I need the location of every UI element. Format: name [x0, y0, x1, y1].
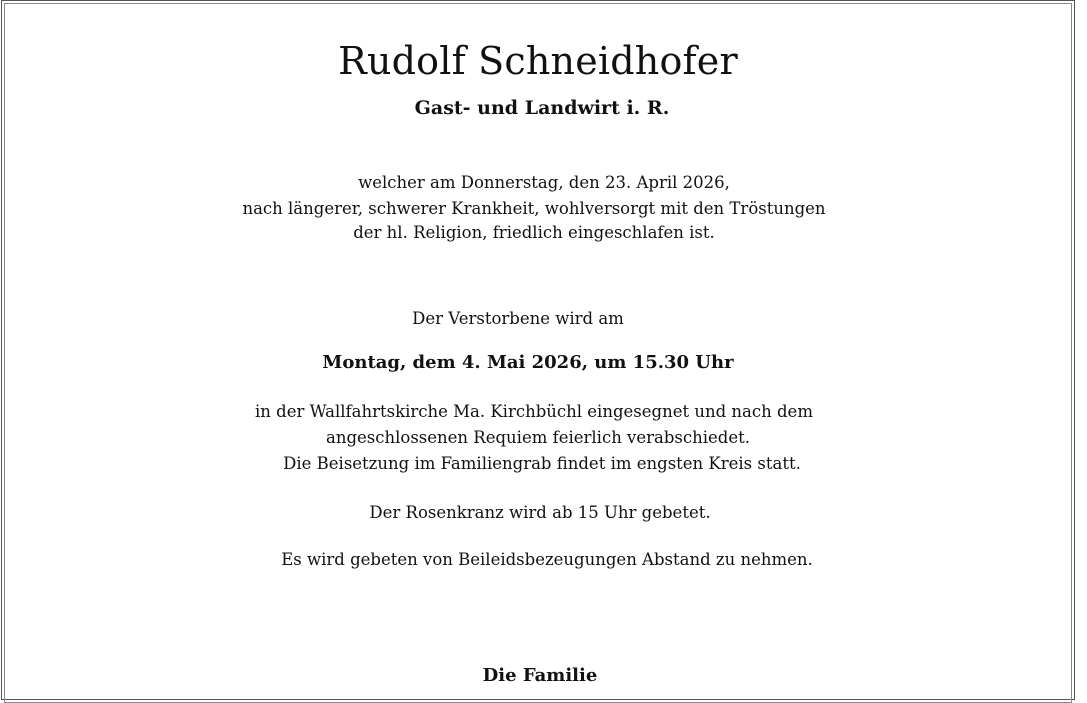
condolences-note: Es wird gebeten von Beileidsbezeugungen Abstand zu nehmen. — [281, 550, 813, 569]
death-text-line-3: der hl. Religion, friedlich eingeschlafen ist. — [353, 223, 715, 242]
rosary-note: Der Rosenkranz wird ab 15 Uhr gebetet. — [369, 503, 711, 522]
ceremony-line-3: Die Beisetzung im Familiengrab findet im engsten Kreis statt. — [283, 454, 801, 473]
deceased-name: Rudolf Schneidhofer — [338, 39, 738, 83]
ceremony-line-1: in der Wallfahrtskirche Ma. Kirchbüchl eingesegnet und nach dem — [255, 402, 813, 421]
deceased-profession: Gast- und Landwirt i. R. — [414, 97, 670, 119]
funeral-date: Montag, dem 4. Mai 2026, um 15.30 Uhr — [322, 352, 734, 373]
ceremony-line-2: angeschlossenen Requiem feierlich verabschiedet. — [325, 428, 751, 447]
death-text-line-1: welcher am Donnerstag, den 23. April 2026, — [358, 173, 730, 192]
family-signature: Die Familie — [482, 665, 598, 686]
funeral-intro: Der Verstorbene wird am — [412, 309, 624, 328]
death-text-line-2: nach längerer, schwerer Krankheit, wohlversorgt mit den Tröstungen — [242, 199, 826, 218]
